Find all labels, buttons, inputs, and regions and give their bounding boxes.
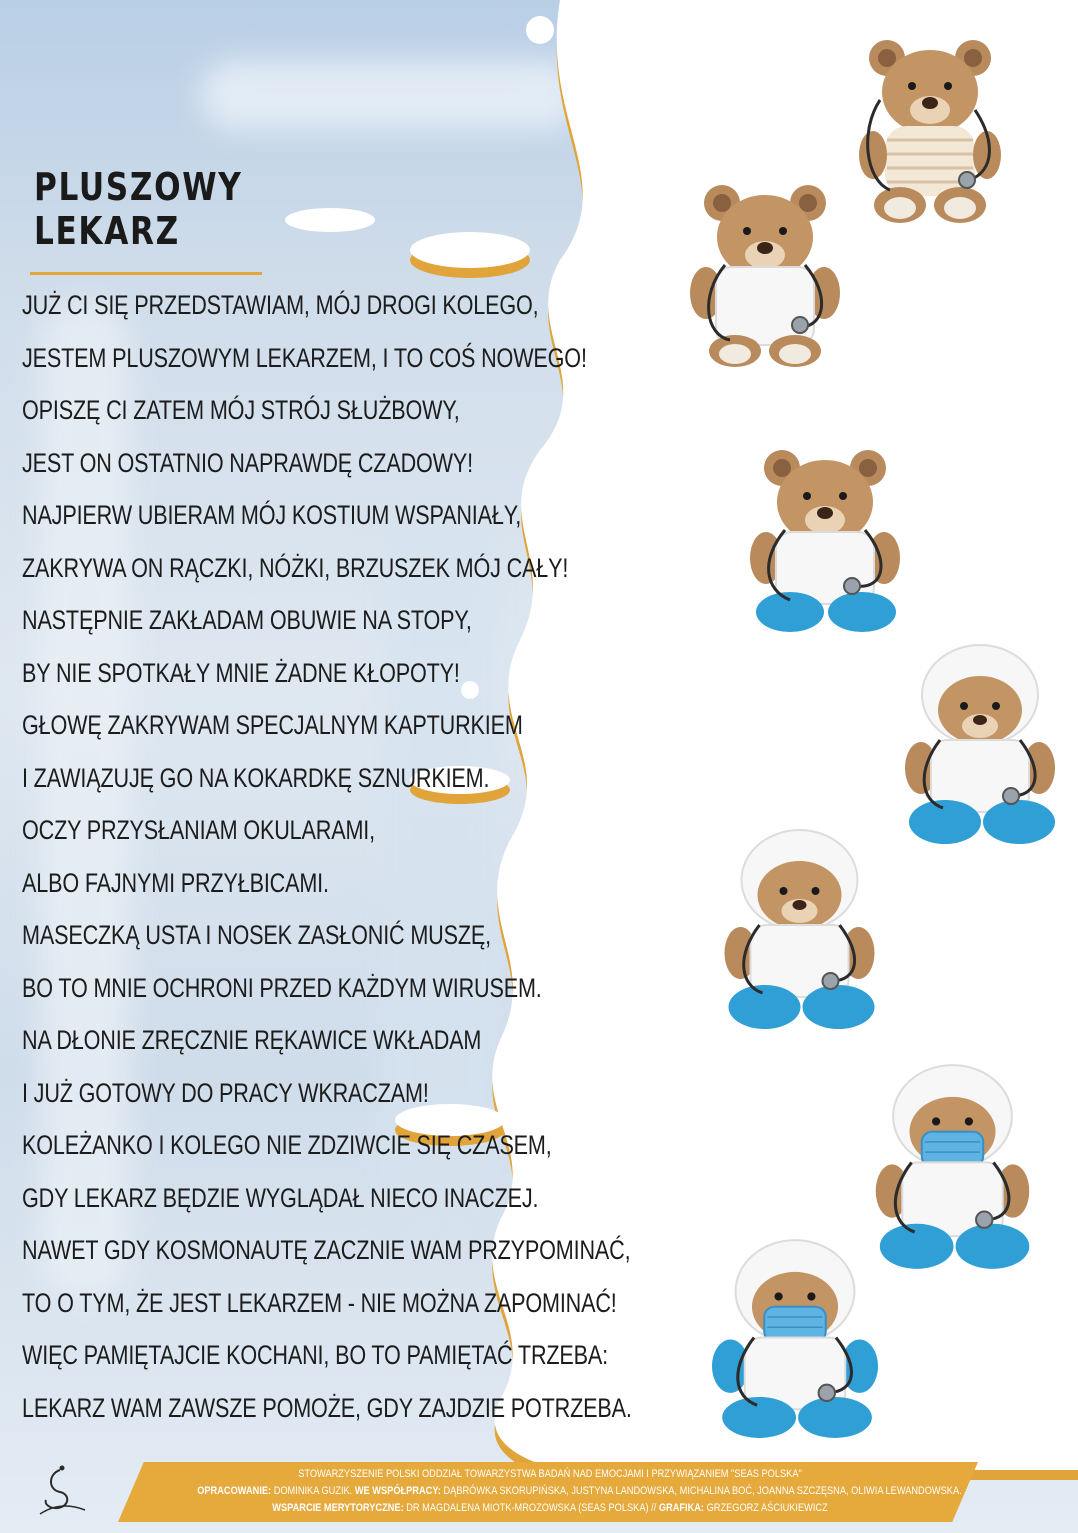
- credits-label: GRAFIKA:: [658, 1502, 705, 1514]
- poem-line: TO O TYM, ŻE JEST LEKARZEM - NIE MOŻNA ZAPOMINAĆ!: [22, 1287, 617, 1318]
- poem-line: I JUŻ GOTOWY DO PRACY WKRACZAM!: [22, 1077, 429, 1108]
- credits-value: DOMINIKA GUZIK.: [273, 1485, 353, 1497]
- poem-line: OPISZĘ CI ZATEM MÓJ STRÓJ SŁUŻBOWY,: [22, 395, 460, 425]
- poem-line: WIĘC PAMIĘTAJCIE KOCHANI, BO TO PAMIĘTAĆ TRZEBA:: [22, 1340, 609, 1370]
- poem-line: NAWET GDY KOSMONAUTĘ ZACZNIE WAM PRZYPOMINAĆ,: [22, 1235, 631, 1265]
- credits-value: DR MAGDALENA MIOTK-MROZOWSKA (SEAS POLSKA) //: [406, 1502, 657, 1514]
- teddy-bear-shirt-image: [845, 30, 1015, 225]
- credits-support: [197, 1500, 903, 1517]
- poem-line: BY NIE SPOTKAŁY MNIE ŻADNE KŁOPOTY!: [22, 657, 460, 688]
- poem-line: ZAKRYWA ON RĄCZKI, NÓŻKI, BRZUSZEK MÓJ CAŁY!: [22, 552, 569, 583]
- credits-label: WSPARCIE MERYTORYCZNE:: [272, 1502, 404, 1514]
- teddy-bear-gown-cap-image: [712, 825, 887, 1035]
- credits-authors: [197, 1483, 962, 1500]
- poem-line: NA DŁONIE ZRĘCZNIE RĘKAWICE WKŁADAM: [22, 1025, 482, 1055]
- page-title: [34, 165, 242, 253]
- poem-line: OCZY PRZYSŁANIAM OKULARAMI,: [22, 815, 375, 845]
- poem-line: JEST ON OSTATNIO NAPRAWDĘ CZADOWY!: [22, 447, 473, 478]
- teddy-bear-gown-shoe-covers-image: [740, 440, 910, 640]
- seas-logo-icon: [30, 1460, 90, 1520]
- credits-organization: STOWARZYSZENIE POLSKI ODDZIAŁ TOWARZYSTWA BADAŃ NAD EMOCJAMI I PRZYWIĄZANIEM "SEAS POLSKA": [298, 1468, 802, 1480]
- credits: [130, 1466, 970, 1517]
- poem-line: LEKARZ WAM ZAWSZE POMOŻE, GDY ZAJDZIE POTRZEBA.: [22, 1392, 632, 1423]
- poem-line: NASTĘPNIE ZAKŁADAM OBUWIE NA STOPY,: [22, 605, 472, 635]
- poem-line: ALBO FAJNYMI PRZYŁBICAMI.: [22, 867, 329, 898]
- poem-line: GDY LEKARZ BĘDZIE WYGLĄDAŁ NIECO INACZEJ.: [22, 1182, 539, 1213]
- poem-line: I ZAWIĄZUJĘ GO NA KOKARDKĘ SZNURKIEM.: [22, 762, 490, 793]
- title-line-1: PLUSZOWY: [34, 165, 243, 209]
- credits-label: OPRACOWANIE:: [197, 1485, 272, 1497]
- title-line-2: LEKARZ: [34, 209, 180, 253]
- teddy-bear-gown-mask-image: [700, 1235, 890, 1440]
- poem-line: JESTEM PLUSZOWYM LEKARZEM, I TO COŚ NOWEGO!: [22, 342, 587, 373]
- poem-line: BO TO MNIE OCHRONI PRZED KAŻDYM WIRUSEM.: [22, 972, 542, 1003]
- teddy-bear-gown-cap-image: [895, 640, 1065, 850]
- poem-line: NAJPIERW UBIERAM MÓJ KOSTIUM WSPANIAŁY,: [22, 500, 522, 530]
- title-underline: [30, 272, 262, 275]
- credits-value: GRZEGORZ AŚCIUKIEWICZ: [706, 1502, 828, 1514]
- poem-line: KOLEŻANKO I KOLEGO NIE ZDZIWCIE SIĘ CZASEM,: [22, 1130, 552, 1160]
- credits-value: DĄBRÓWKA SKORUPIŃSKA, JUSTYNA LANDOWSKA, MICHALINA BOĆ, JOANNA SZCZĘSNA, OLIWIA LEWANDOWSKA.: [443, 1485, 962, 1497]
- poem-line: GŁOWĘ ZAKRYWAM SPECJALNYM KAPTURKIEM: [22, 710, 523, 740]
- teddy-bear-gown-mask-image: [865, 1060, 1040, 1275]
- poem-line: MASECZKĄ USTA I NOSEK ZASŁONIĆ MUSZĘ,: [22, 920, 491, 950]
- poem: [22, 285, 784, 1440]
- teddy-bear-gown-image: [680, 175, 850, 370]
- poem-line: JUŻ CI SIĘ PRZEDSTAWIAM, MÓJ DROGI KOLEGO,: [22, 290, 539, 320]
- credits-label: WE WSPÓŁPRACY:: [354, 1485, 441, 1497]
